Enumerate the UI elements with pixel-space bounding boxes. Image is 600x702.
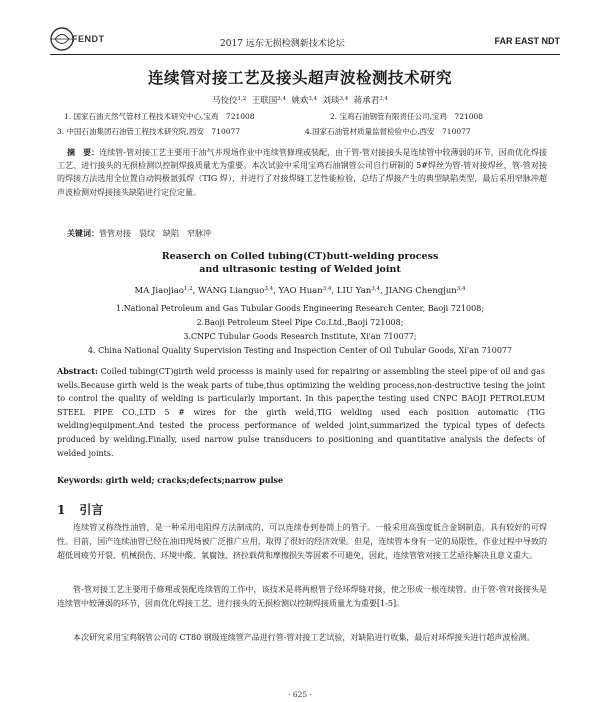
body-paragraph-1: 连续管又称绕性油管，是一种采用电阻焊方法制成的，可以连续卷到卷筒上的管子。一般采用高强度低合金钢制造，具有较好的可焊性。目前，国产连续油管已经在油田现场被广泛推广应用，取得了很好的经济效果。但是，连续管本身有一定的局限性，作业过程中导致的超低周疲劳开裂、机械损伤、环境中酸、氧腐蚀、挤拉载荷和摩擦损失等因素不可避免，因此，连续管管对接工艺亟待解决且意义重大。 <box>57 523 547 561</box>
affiliation-en-1: 1.National Petroleum and Gas Tubular Goods Engineering Research Center, Baoji 721008; <box>116 304 484 313</box>
section-number: 1 <box>57 503 66 517</box>
abstract-en <box>57 365 545 460</box>
section-heading <box>57 501 103 518</box>
authors-cn <box>0 94 600 106</box>
section-title: 引言 <box>79 503 104 517</box>
keywords-cn <box>67 228 211 239</box>
author-en: LIU Yan$^{3,4}$ <box>336 286 381 296</box>
abstract-cn-text: 连续管-管对接工艺主要用于油气井现场作业中连续管修理或装配，由于管-管对接接头是连续管中较薄弱的环节，因而优化焊接工艺、进行接头的无损检测以控制焊接质量尤为重要。本次试验中采用宝鸡石油钢管公司自行研制的 5#焊丝为管-管对接焊丝，管-管对接的焊接方法选用全位置自动钨极氩弧焊（TIG 焊），并进行了对接焊缝工艺性能检验，总结了焊接产生的典型缺陷类型，最后采用窄脉冲超声波检测对焊接接头缺陷进行定位定量。 <box>57 148 548 197</box>
header-rule <box>50 54 560 55</box>
affiliation-en-3: 3.CNPC Tubular Goods Research Institute, Xi'an 710077; <box>183 332 417 341</box>
body-paragraph-3: 本次研究采用宝鸡钢管公司的 CT80 钢级连续管产品进行管-管对接工艺试验，对缺陷进行收集，最后对环焊接头进行超声波检测。 <box>73 633 535 642</box>
abstract-cn <box>57 146 547 199</box>
abstract-en-text: Coiled tubing(CT)girth weld processs is mainly used for repairing or assembling the steel pipe of oil and gas wells.Because girth weld is the weak parts of tube,thus optimizing the welding process,non-destructive tesing the joint to control the quality of welding is particularly important. In this paper,the testing used CNPC BAOJI PETROLEUM STEEL PIPE CO.,LTD 5 # wires for the girth weld,TIG welding used each position automatic (TIG welding)equipment.And tested the process performance of welded joint,summarized the typical types of defects produced by welding.Finally, used narrow pulse transducers to positioning and quantitative analysis the defects of welded joints. <box>57 367 545 458</box>
running-header-right: FAR EAST NDT <box>494 36 560 46</box>
author-en: JIANG Chengjun$^{3,4}$ <box>385 286 466 296</box>
keywords-cn-text: 管管对接 裂纹 缺陷 窄脉冲 <box>99 229 211 238</box>
author-cn: 马佼佼$^{1,2}$ <box>212 96 247 106</box>
affiliation-cn-4: 4.国家石油管材质量监督检验中心,西安 710077 <box>305 127 471 136</box>
author-en: YAO Huan$^{3,4}$ <box>278 286 332 296</box>
affiliation-en-2: 2.Baoji Petroleum Steel Pipe Co.Ltd.,Baoji 721008; <box>196 318 404 327</box>
body-paragraph-2: 管-管对接工艺主要用于修理或装配连续管的工作中，该技术是将两根管子经环焊缝对接，使之形成一根连续管。由于管-管对接接头是连续管中较薄弱的环节，因而优化焊接工艺、进行接头的无损检测以控制焊接质量尤为重要[1-5]。 <box>57 585 547 609</box>
authors-en: MA Jiaojiao$^{1,2}$, WANG Lianguo$^{3,4}$, YAO Huan$^{3,4}$, LIU Yan$^{3,4}$, JIANG Chengjun$^{3,4}$ <box>134 286 466 296</box>
author-en: WANG Lianguo$^{3,4}$ <box>198 286 274 296</box>
author-en: MA Jiaojiao$^{1,2}$ <box>134 286 193 296</box>
logo-text: FENDT <box>72 34 105 44</box>
abstract-en-label: Abstract: <box>57 366 98 376</box>
affiliation-cn-3: 3. 中国石油集团石油管工程技术研究院,西安 710077 <box>57 127 241 136</box>
paper-title-en-line2: and ultrasonic testing of Welded joint <box>199 264 401 275</box>
affiliation-cn-1: 1. 国家石油天然气管材工程技术研究中心,宝鸡 721008 <box>64 112 255 121</box>
paper-title-en-line1: Reaserch on Coiled tubing(CT)butt-welding process <box>161 251 439 262</box>
author-cn: 姚欢$^{3,4}$ <box>291 96 318 106</box>
author-cn: 刘琰$^{3,4}$ <box>322 96 349 106</box>
author-cn: 王联国$^{3,4}$ <box>251 96 286 106</box>
abstract-cn-label: 摘 要： <box>67 147 100 157</box>
keywords-en: Keywords: girth weld; cracks;defects;narrow pulse <box>57 475 284 485</box>
affiliation-cn-2: 2. 宝鸡石油钢管有限责任公司,宝鸡 721008 <box>330 112 484 121</box>
page-number: · 625 · <box>288 690 312 699</box>
paper-title-cn: 连续管对接工艺及接头超声波检测技术研究 <box>147 68 452 87</box>
running-header <box>50 26 560 52</box>
author-cn: 蒋承君$^{3,4}$ <box>353 96 388 106</box>
keywords-cn-label: 关键词： <box>67 228 99 238</box>
running-header-title: 2017 远东无损检测新技术论坛 <box>220 39 345 49</box>
affiliation-en-4: 4. China National Quality Supervision Testing and Inspection Center of Oil Tubular Goods, Xi'an 710077 <box>87 346 513 355</box>
paper-title-en <box>0 250 600 276</box>
